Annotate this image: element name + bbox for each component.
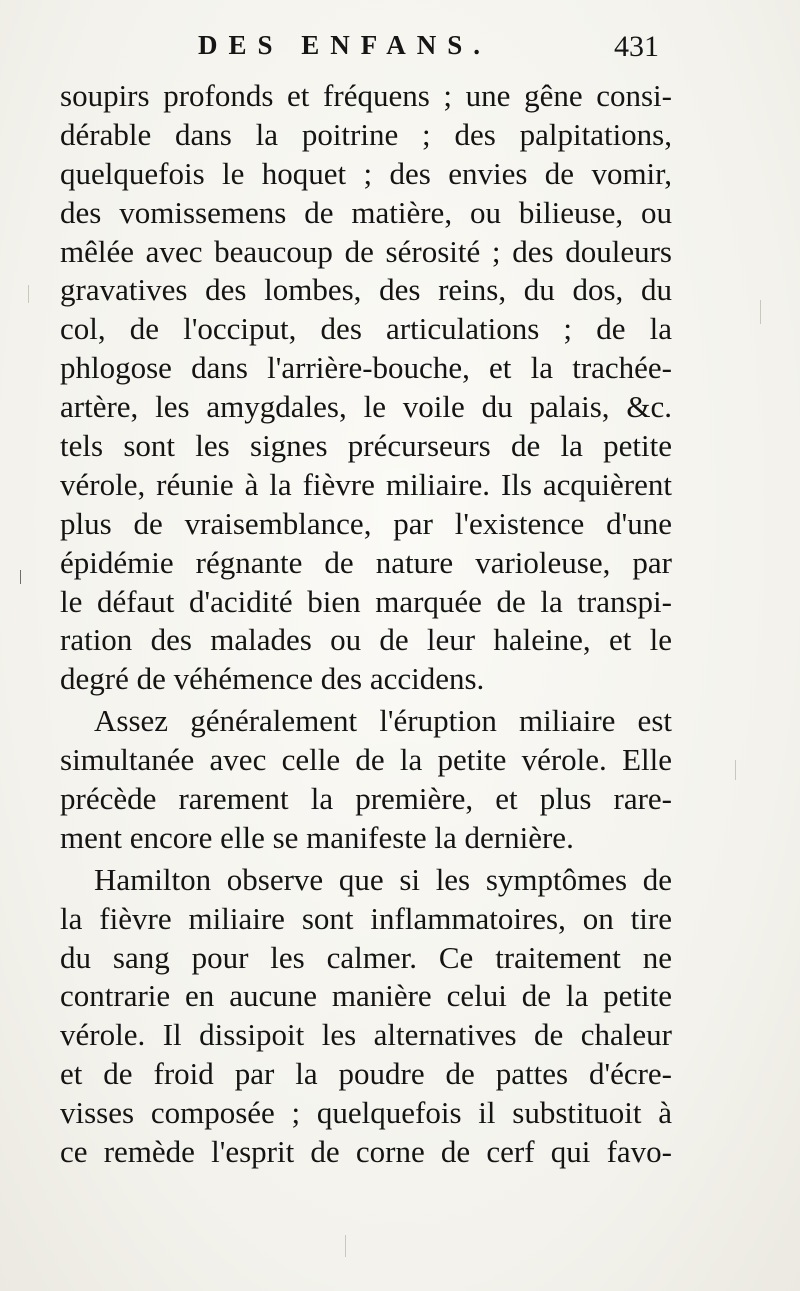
running-head (0, 28, 800, 68)
text-line: et de froid par la poudre de pattes d'écre- (60, 1056, 672, 1092)
paper-mark (28, 285, 29, 303)
text-line: ration des malades ou de leur haleine, et le (60, 622, 672, 658)
text-line: contrarie en aucune manière celui de la petite (60, 978, 672, 1014)
text-line: Hamilton observe que si les symptômes de (94, 861, 672, 897)
text-line: la fièvre miliaire sont inflammatoires, on tire (60, 900, 672, 936)
text-line: des vomissemens de matière, ou bilieuse, ou (60, 194, 672, 230)
text-line: simultanée avec celle de la petite vérole. Elle (60, 742, 672, 778)
text-line: précède rarement la première, et plus rare- (60, 781, 672, 817)
paragraph (60, 861, 672, 1172)
page-number: 431 (614, 30, 659, 63)
text-line: col, de l'occiput, des articulations ; de la (60, 311, 672, 347)
text-line: ce remède l'esprit de corne de cerf qui favo- (60, 1134, 672, 1170)
text-line: vérole. Il dissipoit les alternatives de chaleur (60, 1017, 672, 1053)
text-line: plus de vraisemblance, par l'existence d'une (60, 505, 672, 541)
text-line: le défaut d'acidité bien marquée de la transpi- (60, 583, 672, 619)
text-line: degré de véhémence des accidens. (60, 661, 485, 697)
paragraph (60, 77, 672, 699)
paper-mark (760, 300, 761, 324)
text-line: épidémie régnante de nature varioleuse, par (60, 544, 672, 580)
text-line: du sang pour les calmer. Ce traitement ne (60, 939, 672, 975)
text-line: mêlée avec beaucoup de sérosité ; des douleurs (60, 233, 672, 269)
paper-mark (735, 760, 736, 780)
text-line: tels sont les signes précurseurs de la petite (60, 428, 672, 464)
text-line: phlogose dans l'arrière-bouche, et la trachée- (60, 350, 672, 386)
paper-mark (345, 1235, 346, 1257)
text-line: quelquefois le hoquet ; des envies de vomir, (60, 155, 672, 191)
text-line: artère, les amygdales, le voile du palais, &c. (60, 389, 672, 425)
text-line: vérole, réunie à la fièvre miliaire. Ils acquièrent (60, 466, 672, 502)
text-line: ment encore elle se manifeste la dernière. (60, 819, 574, 855)
text-line: visses composée ; quelquefois il substituoit à (60, 1095, 672, 1131)
running-title: DES ENFANS. (198, 30, 492, 60)
text-line: gravatives des lombes, des reins, du dos, du (60, 272, 672, 308)
paper-mark (20, 570, 21, 584)
paragraph (60, 702, 672, 858)
text-line: soupirs profonds et fréquens ; une gêne consi- (60, 78, 672, 113)
body-text (60, 77, 672, 1172)
text-line: dérable dans la poitrine ; des palpitations, (60, 116, 672, 152)
text-line: Assez généralement l'éruption miliaire est (94, 703, 672, 739)
